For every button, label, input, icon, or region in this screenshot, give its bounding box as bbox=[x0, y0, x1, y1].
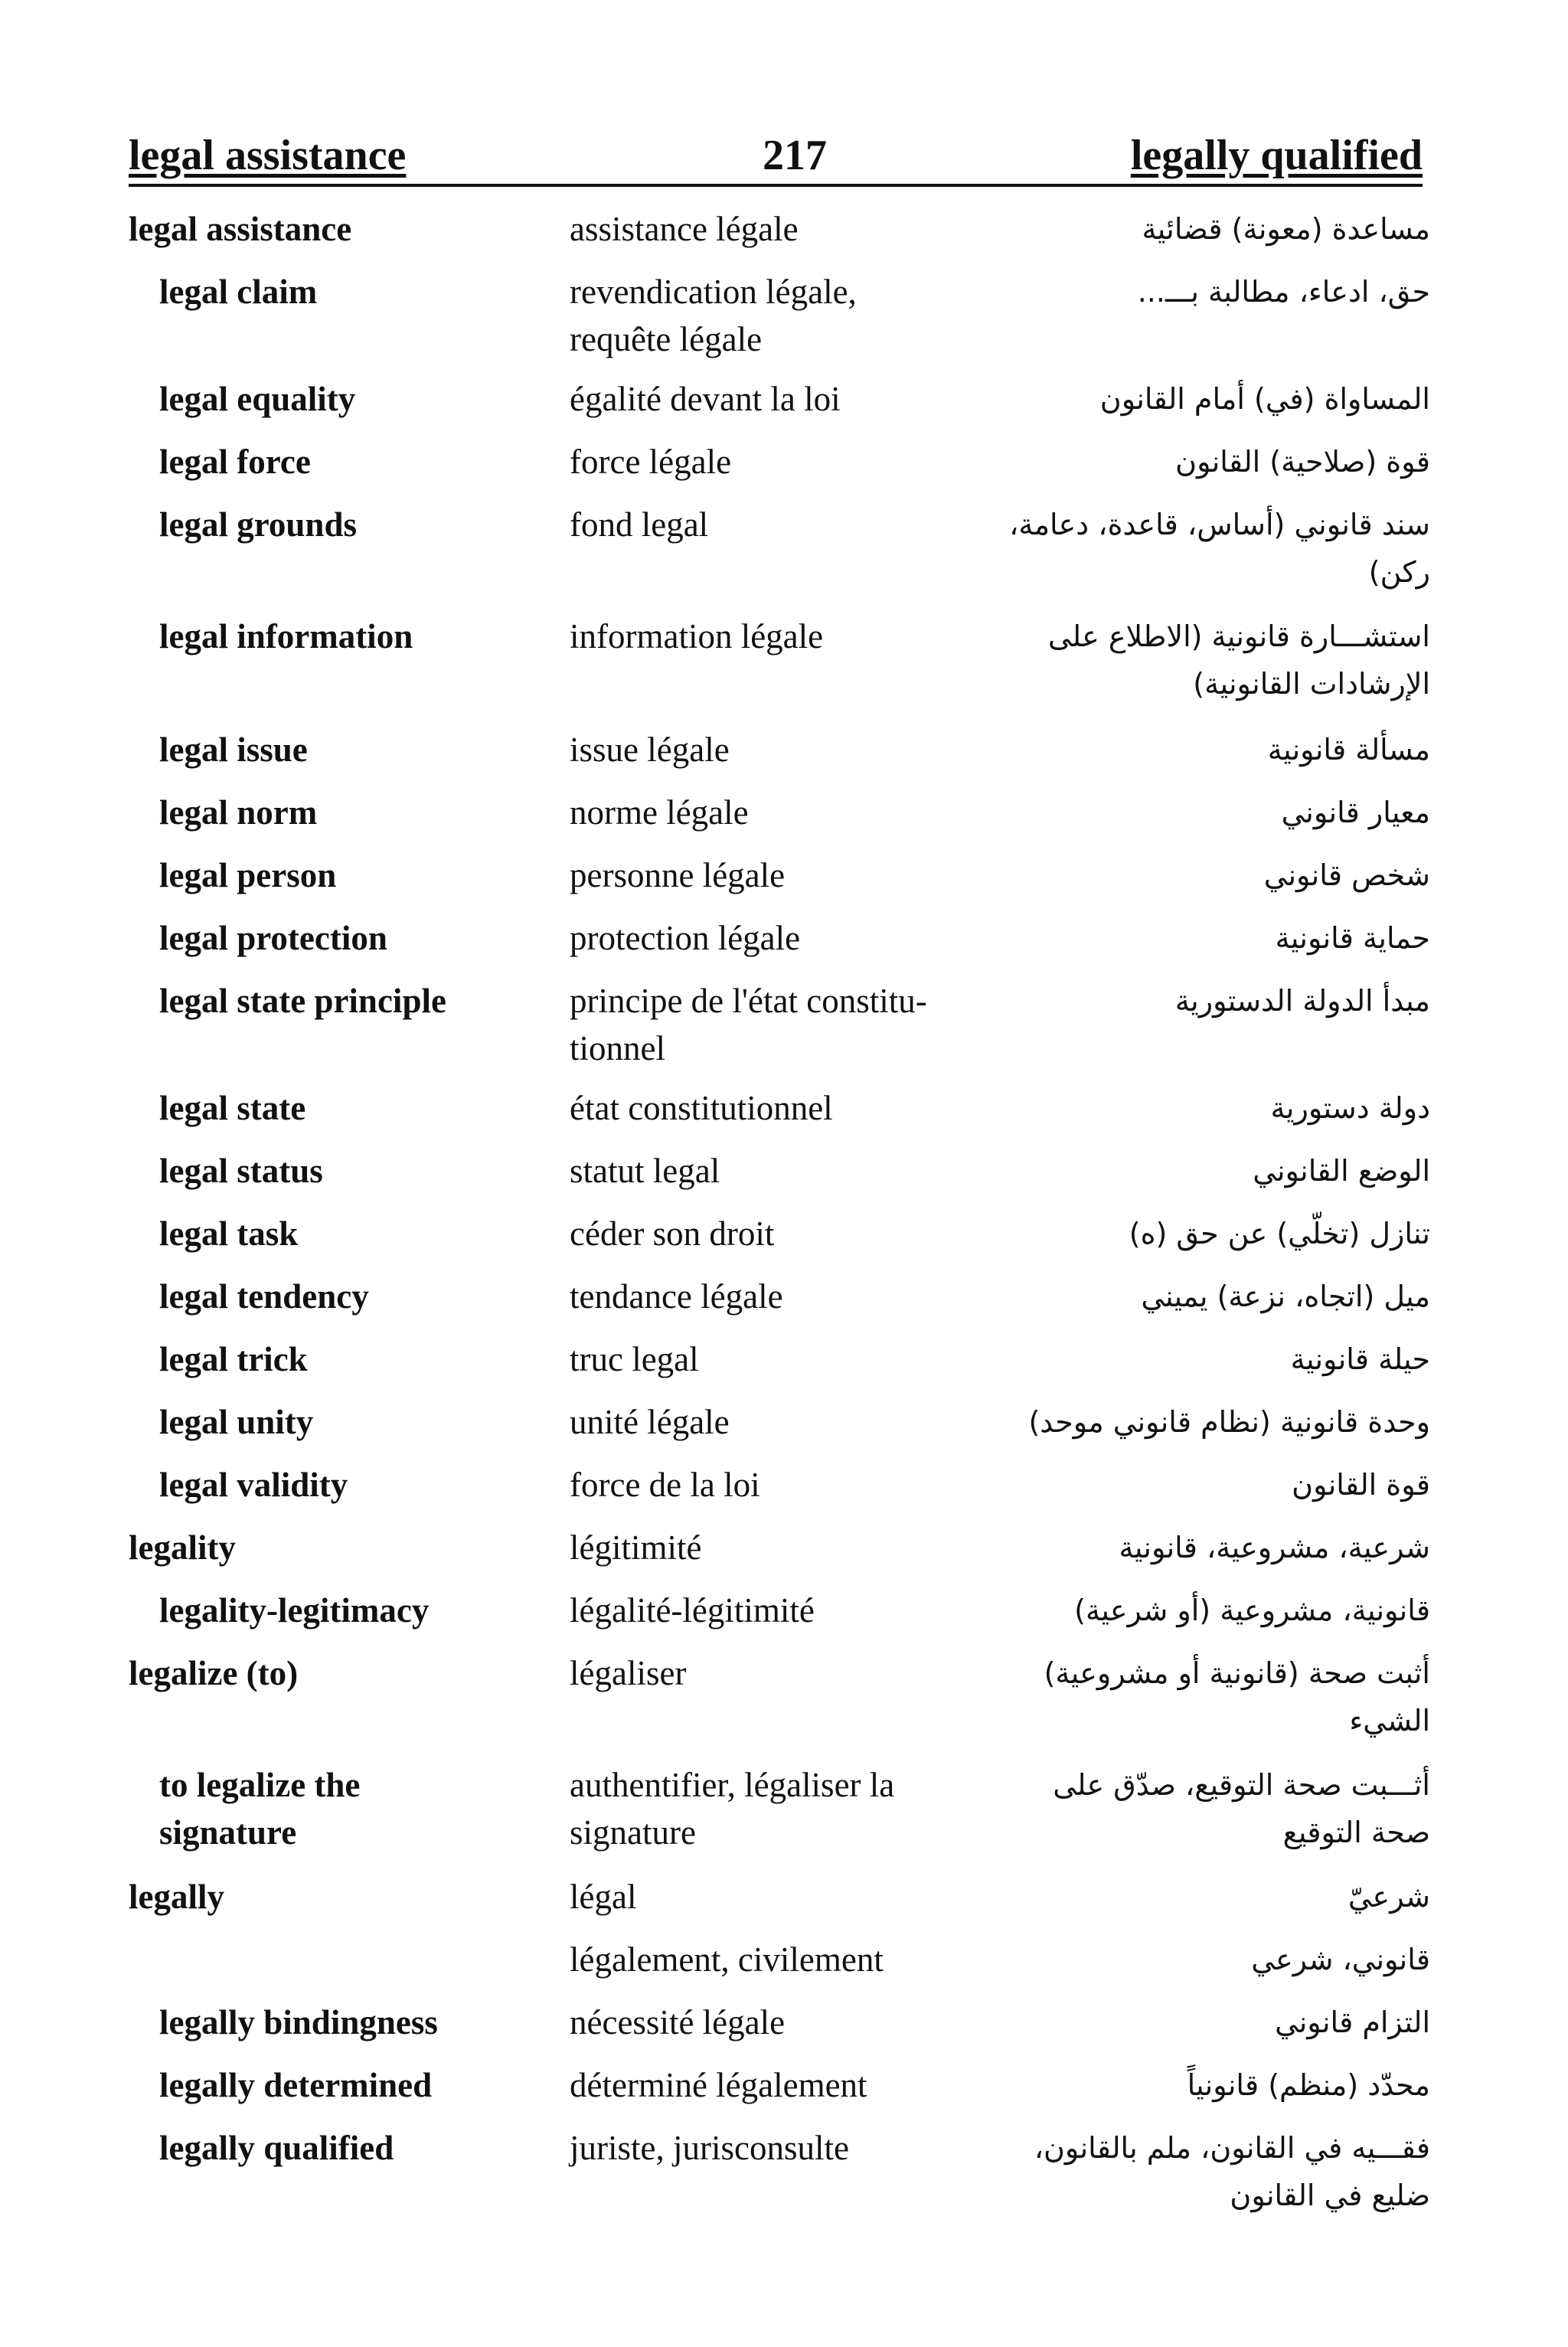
entry-arabic: مساعدة (معونة) قضائية bbox=[1142, 212, 1430, 246]
entry-french: force légale bbox=[570, 443, 732, 481]
entry-term: legal issue bbox=[159, 731, 308, 769]
entry-french: personne légale bbox=[570, 856, 786, 894]
entry-arabic: استشـــارة قانونية (الاطلاع على الإرشادات القانونية) bbox=[1047, 619, 1430, 701]
right-guide-word: legally qualified bbox=[1130, 132, 1423, 179]
entry-arabic: شخص قانوني bbox=[1263, 858, 1430, 892]
entry-french: issue légale bbox=[570, 731, 730, 769]
entry-arabic: قوة (صلاحية) القانون bbox=[1175, 445, 1430, 479]
entry-term: legally qualified bbox=[159, 2129, 394, 2167]
entry-term: legality-legitimacy bbox=[159, 1591, 430, 1629]
entry-arabic: مبدأ الدولة الدستورية bbox=[1174, 984, 1430, 1018]
entry-french: information légale bbox=[570, 617, 824, 655]
entry-term: legal protection bbox=[159, 919, 387, 957]
entry-term: legal assistance bbox=[129, 210, 352, 248]
entry-arabic: مسألة قانونية bbox=[1267, 733, 1430, 767]
entry-term: legal norm bbox=[159, 793, 318, 832]
entry-french: force de la loi bbox=[570, 1466, 760, 1504]
entry-arabic: دولة دستورية bbox=[1270, 1091, 1430, 1125]
entry-french: légal bbox=[570, 1878, 637, 1916]
entry-french: tendance légale bbox=[570, 1277, 783, 1316]
entry-term: to legalize the signature bbox=[159, 1766, 361, 1852]
entry-term: legal information bbox=[159, 617, 413, 655]
entry-term: legal task bbox=[159, 1214, 299, 1253]
entry-arabic: تنازل (تخلّي) عن حق (ه) bbox=[1129, 1217, 1430, 1250]
entry-french: revendication légale, requête légale bbox=[570, 273, 857, 358]
entry-arabic: فقـــيه في القانون، ملم بالقانون، ضليع في القانون bbox=[1034, 2131, 1430, 2212]
entry-term: legally determined bbox=[159, 2066, 433, 2104]
entry-arabic: شرعيّ bbox=[1348, 1880, 1430, 1914]
entry-arabic: شرعية، مشروعية، قانونية bbox=[1119, 1531, 1430, 1564]
entry-french: protection légale bbox=[570, 919, 801, 957]
entry-arabic: أثبت صحة (قانونية أو مشروعية) الشيء bbox=[1044, 1656, 1430, 1737]
entry-french: assistance légale bbox=[570, 210, 799, 248]
entry-french: déterminé légalement bbox=[570, 2066, 867, 2104]
page-header bbox=[129, 121, 1423, 187]
entry-arabic: معيار قانوني bbox=[1281, 796, 1430, 829]
entry-arabic: قانوني، شرعي bbox=[1251, 1943, 1430, 1976]
entry-term: legal trick bbox=[159, 1340, 308, 1378]
entry-arabic: الوضع القانوني bbox=[1253, 1154, 1430, 1188]
entry-term: legal claim bbox=[159, 273, 318, 311]
entry-arabic: محدّد (منظم) قانونياً bbox=[1187, 2068, 1430, 2102]
entry-french: truc legal bbox=[570, 1340, 699, 1378]
entry-french: juriste, jurisconsulte bbox=[570, 2129, 849, 2167]
entry-french: statut legal bbox=[570, 1152, 720, 1190]
entry-french: égalité devant la loi bbox=[570, 380, 841, 418]
entry-french: légaliser bbox=[570, 1654, 687, 1692]
entry-french: légalement, civilement bbox=[570, 1940, 884, 1979]
entry-arabic: حق، ادعاء، مطالبة بـــ... bbox=[1137, 275, 1430, 309]
entry-term: legal status bbox=[159, 1152, 323, 1190]
entry-french: nécessité légale bbox=[570, 2003, 786, 2041]
entry-arabic: قوة القانون bbox=[1292, 1468, 1430, 1502]
entry-french: norme légale bbox=[570, 793, 749, 832]
entry-arabic: المساواة (في) أمام القانون bbox=[1099, 382, 1430, 416]
entry-term: legalize (to) bbox=[129, 1654, 299, 1692]
entry-term: legal unity bbox=[159, 1403, 314, 1441]
entry-arabic: التزام قانوني bbox=[1275, 2005, 1430, 2039]
entry-term: legal grounds bbox=[159, 505, 357, 544]
entry-arabic: قانونية، مشروعية (أو شرعية) bbox=[1074, 1594, 1430, 1627]
entry-term: legal state bbox=[159, 1089, 306, 1127]
entry-term: legally bindingness bbox=[159, 2003, 438, 2041]
entry-french: fond legal bbox=[570, 505, 709, 544]
entry-french: légitimité bbox=[570, 1528, 702, 1567]
entry-term: legal force bbox=[159, 443, 311, 481]
entry-arabic: سند قانوني (أساس، قاعدة، دعامة، ركن) bbox=[1009, 508, 1430, 589]
entry-arabic: حيلة قانونية bbox=[1290, 1342, 1430, 1376]
left-guide-word: legal assistance bbox=[129, 132, 407, 179]
entry-term: legal person bbox=[159, 856, 337, 894]
entry-term: legality bbox=[129, 1528, 236, 1567]
page-number: 217 bbox=[763, 132, 827, 179]
entry-term: legal state principle bbox=[159, 982, 446, 1020]
entry-french: principe de l'état constitu- tionnel bbox=[570, 982, 927, 1067]
entry-french: légalité-légitimité bbox=[570, 1591, 815, 1629]
entry-arabic: حماية قانونية bbox=[1275, 921, 1430, 955]
entry-term: legal equality bbox=[159, 380, 356, 418]
entry-french: authentifier, légaliser la signature bbox=[570, 1766, 895, 1852]
entry-french: état constitutionnel bbox=[570, 1089, 833, 1127]
entry-arabic: وحدة قانونية (نظام قانوني موحد) bbox=[1028, 1405, 1430, 1439]
entry-term: legal tendency bbox=[159, 1277, 369, 1316]
entry-arabic: أثـــبت صحة التوقيع، صدّق على صحة التوقيع bbox=[1053, 1768, 1430, 1849]
entry-term: legally bbox=[129, 1878, 224, 1916]
entry-french: unité légale bbox=[570, 1403, 730, 1441]
entry-term: legal validity bbox=[159, 1466, 348, 1504]
entry-french: céder son droit bbox=[570, 1214, 775, 1253]
entry-arabic: ميل (اتجاه، نزعة) يميني bbox=[1141, 1280, 1430, 1313]
